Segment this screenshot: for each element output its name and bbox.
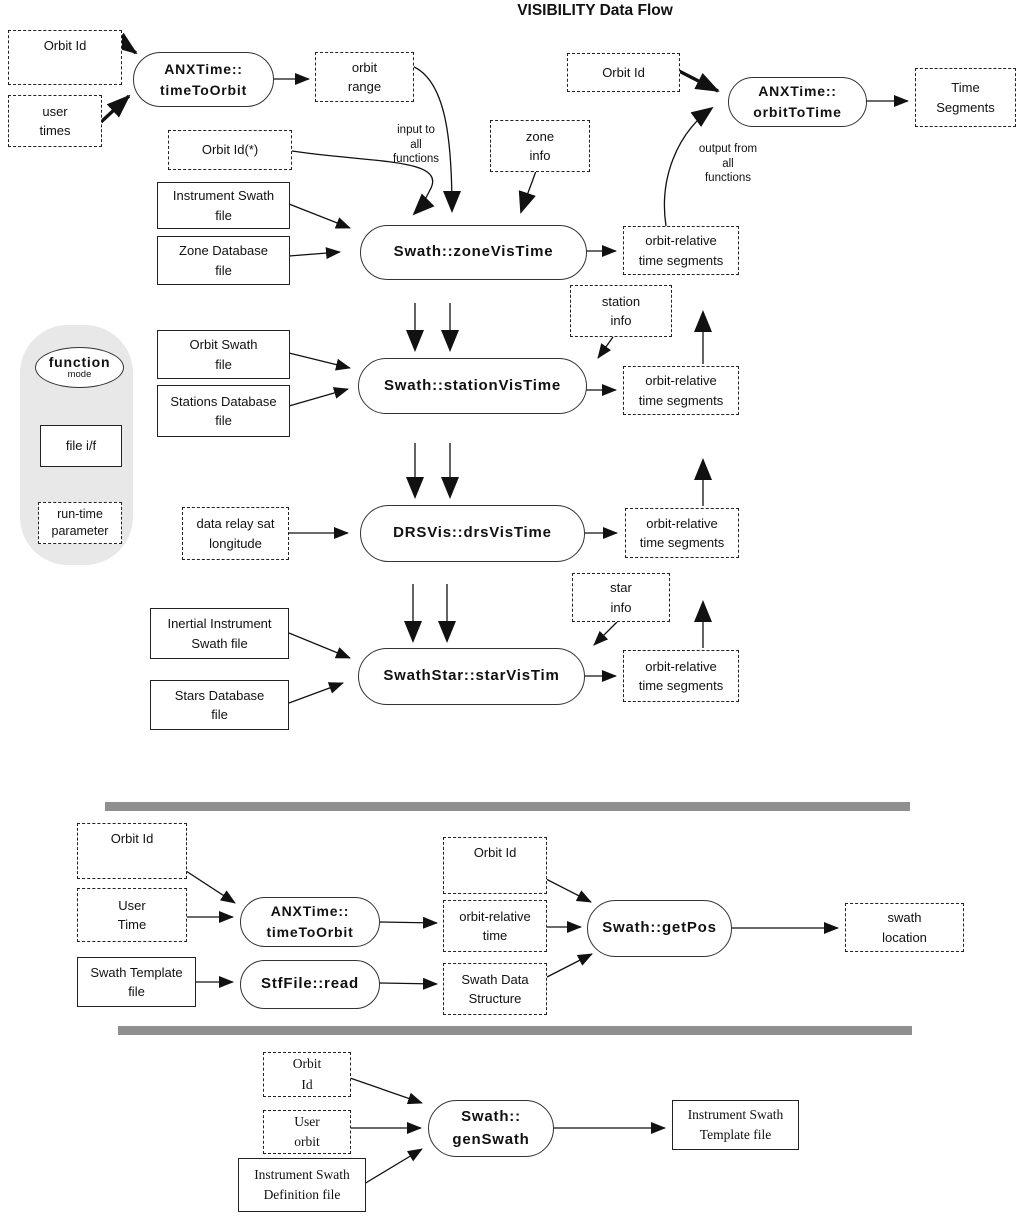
arrow-s2timetoorbit-to-orltime xyxy=(379,922,437,923)
arrow-orbitid2-to-orbittotime xyxy=(679,71,718,91)
function-drsvis-drsvistime: DRSVis::drsVisTime xyxy=(360,505,585,562)
arrow-stfread-to-sds xyxy=(379,983,437,984)
arrow-stationinfo-to-stationvistime xyxy=(598,337,613,358)
param-zone-info: zone info xyxy=(490,120,590,172)
function-s2-anxtime-timetoorbit: ANXTime:: timeToOrbit xyxy=(240,897,380,947)
arrow-usertimes-to-timetoorbit xyxy=(101,96,129,122)
arrow-s2orbitid-to-timetoorbit xyxy=(186,871,235,903)
param-orbit-id-2: Orbit Id xyxy=(567,53,680,92)
legend-function-shape: function mode xyxy=(35,347,124,388)
file-swath-template: Swath Template file xyxy=(77,957,196,1007)
file-instrument-swath-definition: Instrument Swath Definition file xyxy=(238,1158,366,1212)
param-s2-user-time: User Time xyxy=(77,888,187,942)
arrow-s3deffile-to-genswath xyxy=(364,1149,422,1184)
note-output-from-all-functions: output from all functions xyxy=(698,142,758,185)
function-anxtime-orbittotime: ANXTime:: orbitToTime xyxy=(728,77,867,127)
note-input-to-all-functions: input to all functions xyxy=(392,123,440,166)
divider-bar-2 xyxy=(118,1026,912,1035)
file-instrument-swath-template: Instrument Swath Template file xyxy=(672,1100,799,1150)
arrow-orbitswath-to-stationvistime xyxy=(289,353,350,368)
file-instrument-swath: Instrument Swath file xyxy=(157,182,290,229)
file-stations-database: Stations Database file xyxy=(157,385,290,437)
legend-file-shape: file i/f xyxy=(40,425,122,467)
divider-bar-1 xyxy=(105,802,910,811)
param-data-relay-sat-longitude: data relay sat longitude xyxy=(182,507,289,560)
arrow-orbitid1-to-timetoorbit xyxy=(121,42,136,53)
arrow-s2orbitidr-to-getpos xyxy=(546,879,591,902)
file-inertial-instrument-swath: Inertial Instrument Swath file xyxy=(150,608,289,659)
arrow-instrswath-to-zonevistime xyxy=(289,204,350,228)
function-swath-genswath: Swath:: genSwath xyxy=(428,1100,554,1157)
param-s2-orbit-id-right: Orbit Id xyxy=(443,837,547,894)
param-orbit-range: orbit range xyxy=(315,52,414,102)
param-orbit-relative-time-segments-3: orbit-relative time segments xyxy=(625,508,739,558)
param-time-segments: Time Segments xyxy=(915,68,1016,127)
file-orbit-swath: Orbit Swath file xyxy=(157,330,290,379)
arrow-s3orbitid-to-genswath xyxy=(350,1078,422,1103)
param-orbit-id xyxy=(8,30,122,85)
function-stffile-read: StfFile::read xyxy=(240,960,380,1009)
legend-runtime-shape: run-time parameter xyxy=(38,502,122,544)
curve-ors1-to-orbittotime xyxy=(664,108,712,226)
param-star-info: star info xyxy=(572,573,670,622)
param-user-times: user times xyxy=(8,95,102,147)
file-zone-database: Zone Database file xyxy=(157,236,290,285)
arrow-inertial-to-starvistim xyxy=(289,633,350,658)
file-stars-database: Stars Database file xyxy=(150,680,289,730)
curve-orbitidstar-to-zonevistime xyxy=(292,151,433,214)
function-anxtime-timetoorbit: ANXTime:: timeToOrbit xyxy=(133,52,274,107)
arrow-starsdb-to-starvistim xyxy=(289,683,343,703)
page-title: VISIBILITY Data Flow xyxy=(517,2,673,19)
arrow-starinfo-to-starvistim xyxy=(594,622,617,645)
param-orbit-relative-time-segments-4: orbit-relative time segments xyxy=(623,650,739,702)
param-station-info: station info xyxy=(570,285,672,337)
param-s3-orbit-id: Orbit Id xyxy=(263,1052,351,1097)
param-orbit-relative-time-segments-2: orbit-relative time segments xyxy=(623,366,739,415)
function-swath-zonevistime: Swath::zoneVisTime xyxy=(360,225,587,280)
param-s3-user-orbit: User orbit xyxy=(263,1110,351,1154)
curve-orbitrange-to-zonevistime xyxy=(412,66,452,211)
param-orbit-id-label: Orbit Id xyxy=(43,38,87,53)
param-s2-orbit-id: Orbit Id xyxy=(77,823,187,879)
arrow-zonedb-to-zonevistime xyxy=(289,252,340,256)
param-swath-data-structure: Swath Data Structure xyxy=(443,963,547,1015)
function-swath-getpos: Swath::getPos xyxy=(587,900,732,957)
function-swath-stationvistime: Swath::stationVisTime xyxy=(358,358,587,414)
param-swath-location: swath location xyxy=(845,903,964,952)
function-swathstar-starvistim: SwathStar::starVisTim xyxy=(358,648,585,705)
param-orbit-relative-time: orbit-relative time xyxy=(443,900,547,952)
param-orbit-id-star: Orbit Id(*) xyxy=(168,130,292,170)
arrow-stationsdb-to-stationvistime xyxy=(289,389,348,406)
curve-zoneinfo-to-zonevistime xyxy=(521,171,536,212)
param-orbit-relative-time-segments-1: orbit-relative time segments xyxy=(623,226,739,275)
arrow-sds-to-getpos xyxy=(547,954,592,977)
